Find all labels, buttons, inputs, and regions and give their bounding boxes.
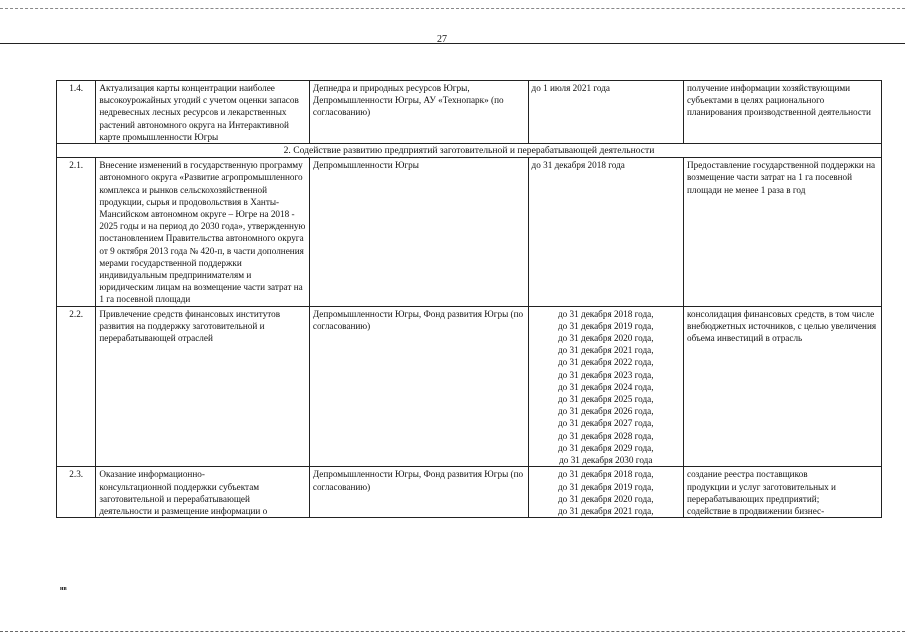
measures-table	[56, 80, 882, 518]
result-line: содействие в продвижении бизнес-	[687, 505, 825, 516]
result-line: продукции и услуг заготовительных и	[687, 481, 836, 492]
term-cell: до 31 декабря 2018 года	[528, 158, 683, 306]
term-cell	[528, 306, 683, 467]
term-line: до 31 декабря 2020 года,	[557, 333, 654, 344]
action-cell: Привлечение средств финансовых институтов развития на поддержку заготовительной и перерабатывающей отраслей	[96, 306, 310, 467]
term-line: до 31 декабря 2022 года,	[557, 357, 654, 368]
term-line: до 31 декабря 2024 года,	[557, 381, 654, 392]
action-cell	[96, 467, 310, 518]
term-line: до 31 декабря 2030 года	[559, 455, 653, 466]
result-cell	[684, 467, 882, 518]
action-line: заготовительной и перерабатывающей	[99, 493, 250, 504]
term-line: до 31 декабря 2019 года,	[557, 481, 654, 492]
responsible-cell: Депнедра и природных ресурсов Югры, Депромышленности Югры, АУ «Технопарк» (по согласованию)	[309, 81, 528, 144]
page-number: 27	[437, 34, 447, 45]
table-row	[57, 306, 882, 467]
term-line: до 31 декабря 2021 года,	[557, 505, 654, 516]
result-line: создание реестра поставщиков	[687, 469, 808, 480]
term-line: до 31 декабря 2023 года,	[557, 369, 654, 380]
header-rule	[0, 43, 905, 44]
responsible-cell: Депромышленности Югры, Фонд развития Югры (по согласованию)	[309, 467, 528, 518]
result-cell: получение информации хозяйствующими субъектами в целях рационального планирования производственной деятельности	[684, 81, 882, 144]
row-number: 1.4.	[57, 81, 96, 144]
table-row	[57, 467, 882, 518]
term-line: до 31 декабря 2018 года,	[557, 308, 654, 319]
action-line: деятельности и размещение информации о	[99, 505, 268, 516]
table-row	[57, 81, 882, 144]
footnote-mark: нв	[60, 586, 67, 592]
result-cell: Предоставление государственной поддержки на возмещение части затрат на 1 га посевной площади не менее 1 раза в год	[684, 158, 882, 306]
result-cell: консолидация финансовых средств, в том числе внебюджетных источников, с целью увеличения объема инвестиций в отрасль	[684, 306, 882, 467]
row-number: 2.1.	[57, 158, 96, 306]
term-line: до 31 декабря 2025 года,	[557, 394, 654, 405]
action-cell: Внесение изменений в государственную программу автономного округа «Развитие агропромышленного комплекса и рынков сельскохозяйственной продукции, сырья и продовольствия в Ханты-Мансийском автономном округе – Югре на 2018 - 2025 годы и на период до 2030 года», утвержденную постановлением Правительства автономного округа от 9 октября 2013 года № 420-п, в части дополнения мерами государственной поддержки индивидуальным предпринимателям и юридическим лицам на возмещение части затрат на 1 га посевной площади	[96, 158, 310, 306]
term-line: до 31 декабря 2018 года,	[557, 469, 654, 480]
row-number: 2.2.	[57, 306, 96, 467]
responsible-cell: Депромышленности Югры	[309, 158, 528, 306]
term-line: до 31 декабря 2027 года,	[557, 418, 654, 429]
table-row	[57, 158, 882, 306]
term-line: до 31 декабря 2028 года,	[557, 430, 654, 441]
responsible-cell: Депромышленности Югры, Фонд развития Югры (по согласованию)	[309, 306, 528, 467]
term-line: до 31 декабря 2019 года,	[557, 320, 654, 331]
term-line: до 31 декабря 2029 года,	[557, 442, 654, 453]
result-line: перерабатывающих предприятий;	[687, 493, 820, 504]
section-row	[57, 144, 882, 158]
term-cell	[528, 467, 683, 518]
action-cell: Актуализация карты концентрации наиболее высокоурожайных угодий с учетом оценки запасов недревесных лесных ресурсов и лекарственных растений автономного округа на Интерактивной карте промышленности Югры	[96, 81, 310, 144]
term-line: до 31 декабря 2020 года,	[557, 493, 654, 504]
section-heading: 2. Содействие развитию предприятий заготовительной и перерабатывающей деятельности	[57, 144, 882, 158]
action-line: Оказание информационно-	[99, 469, 205, 480]
term-line: до 31 декабря 2026 года,	[557, 406, 654, 417]
term-cell: до 1 июля 2021 года	[528, 81, 683, 144]
scan-edge-bottom	[0, 631, 905, 632]
scan-edge-top	[0, 0, 905, 9]
term-line: до 31 декабря 2021 года,	[557, 345, 654, 356]
action-line: консультационной поддержки субъектам	[99, 481, 260, 492]
row-number: 2.3.	[57, 467, 96, 518]
